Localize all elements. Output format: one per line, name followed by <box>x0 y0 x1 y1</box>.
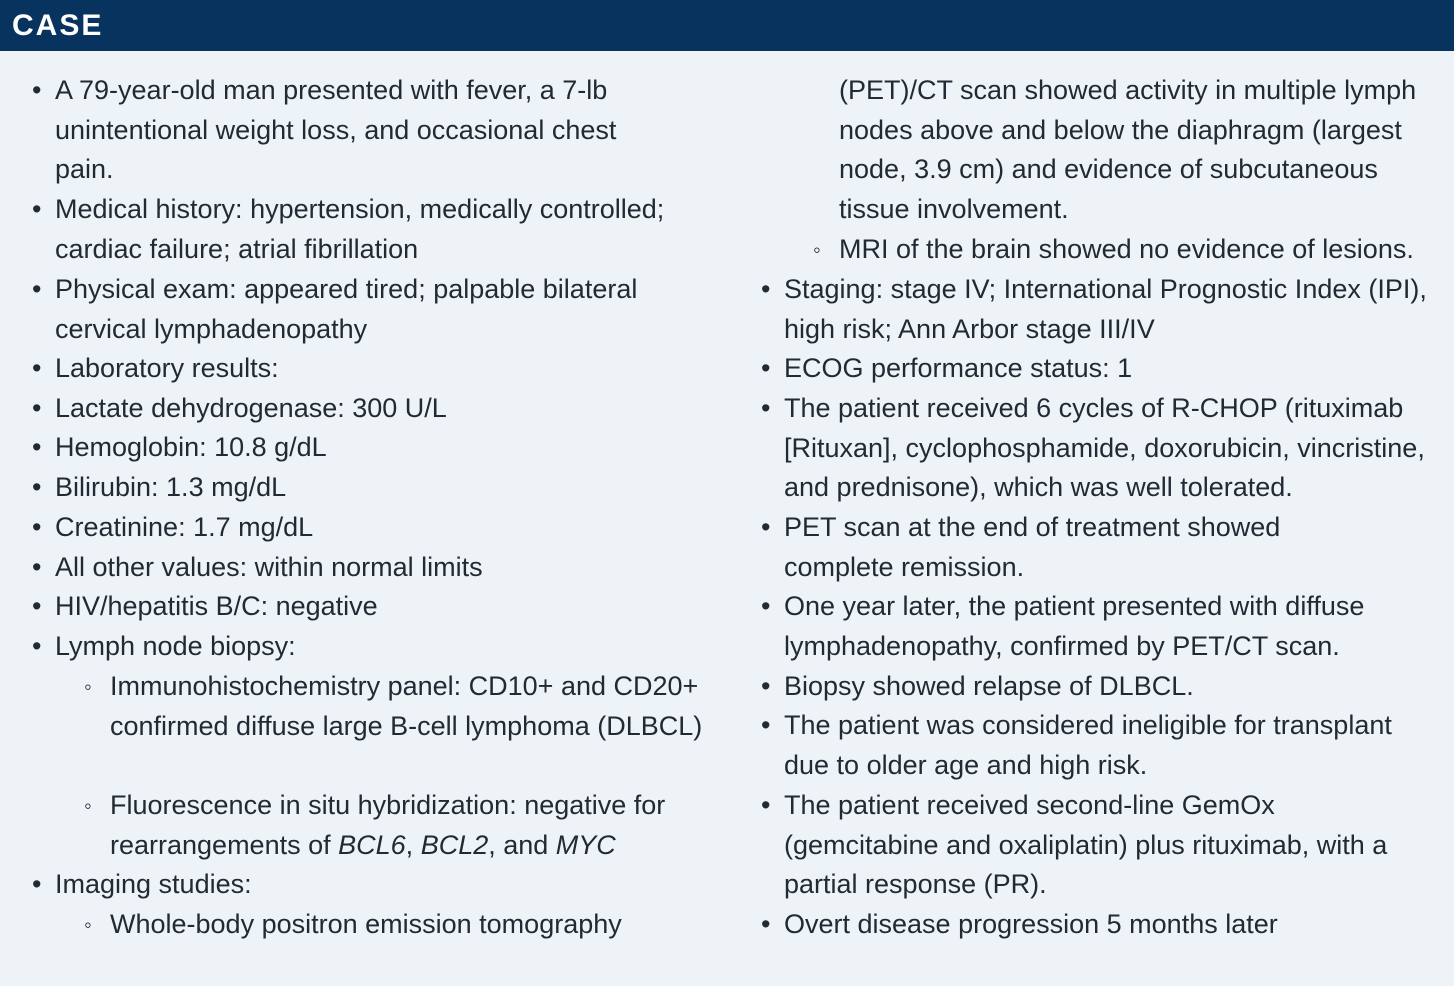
list-item: • HIV/hepatitis B/C: negative <box>55 587 695 627</box>
case-content <box>0 51 1454 986</box>
list-item: • One year later, the patient presented with diffuse lymphadenopathy, confirmed by PET/CT scan. <box>784 587 1404 666</box>
list-item: • Medical history: hypertension, medically controlled; cardiac failure; atrial fibrillation <box>55 190 715 269</box>
list-item: • The patient received 6 cycles of R-CHOP (rituximab [Rituxan], cyclophosphamide, doxorubicin, vincristine, and prednisone), which was well tolerated. <box>784 389 1444 508</box>
gene-myc: MYC <box>555 829 616 860</box>
list-item: • ECOG performance status: 1 <box>784 349 1434 389</box>
list-item: • Staging: stage IV; International Prognostic Index (IPI), high risk; Ann Arbor stage III/IV <box>784 270 1434 349</box>
list-item: • The patient was considered ineligible for transplant due to older age and high risk. <box>784 706 1444 785</box>
list-item: • The patient received second-line GemOx (gemcitabine and oxaliplatin) plus rituximab, with a partial response (PR). <box>784 786 1424 905</box>
list-item: • Hemoglobin: 10.8 g/dL <box>55 428 695 468</box>
sub-list-item: ◦ MRI of the brain showed no evidence of lesions. <box>839 230 1449 270</box>
list-item: • Bilirubin: 1.3 mg/dL <box>55 468 695 508</box>
list-item: • Lactate dehydrogenase: 300 U/L <box>55 389 695 429</box>
fish-sep-2: , and <box>488 829 556 860</box>
case-header <box>0 0 1454 51</box>
gene-bcl2: BCL2 <box>420 829 489 860</box>
fish-text: Fluorescence in situ hybridization: negative for rearrangements of <box>110 790 666 860</box>
sub-list-item: ◦ Whole-body positron emission tomography <box>110 905 710 945</box>
list-item: • PET scan at the end of treatment showed complete remission. <box>784 508 1344 587</box>
list-item: • Laboratory results: <box>55 349 695 389</box>
list-item: • A 79-year-old man presented with fever, a 7-lb unintentional weight loss, and occasional chest pain. <box>55 71 645 190</box>
imaging-continuation: (PET)/CT scan showed activity in multiple lymph nodes above and below the diaphragm (largest node, 3.9 cm) and evidence of subcutaneous tissue involvement. <box>839 75 1417 225</box>
sub-list-item-fish <box>110 786 710 865</box>
list-item: • Lymph node biopsy: <box>55 627 695 667</box>
list-item: • Creatinine: 1.7 mg/dL <box>55 508 695 548</box>
list-item: • Biopsy showed relapse of DLBCL. <box>784 667 1434 707</box>
list-item: • Physical exam: appeared tired; palpable bilateral cervical lymphadenopathy <box>55 270 695 349</box>
header-title: CASE <box>12 9 104 42</box>
list-item: • Imaging studies: <box>55 865 695 905</box>
fish-sep-1: , <box>405 829 421 860</box>
gene-bcl6: BCL6 <box>338 829 406 860</box>
sub-list-item: ◦ Immunohistochemistry panel: CD10+ and CD20+ confirmed diffuse large B-cell lymphoma (DLBCL) <box>110 667 710 746</box>
list-item: • All other values: within normal limits <box>55 548 695 588</box>
list-item: • Overt disease progression 5 months later <box>784 905 1434 945</box>
